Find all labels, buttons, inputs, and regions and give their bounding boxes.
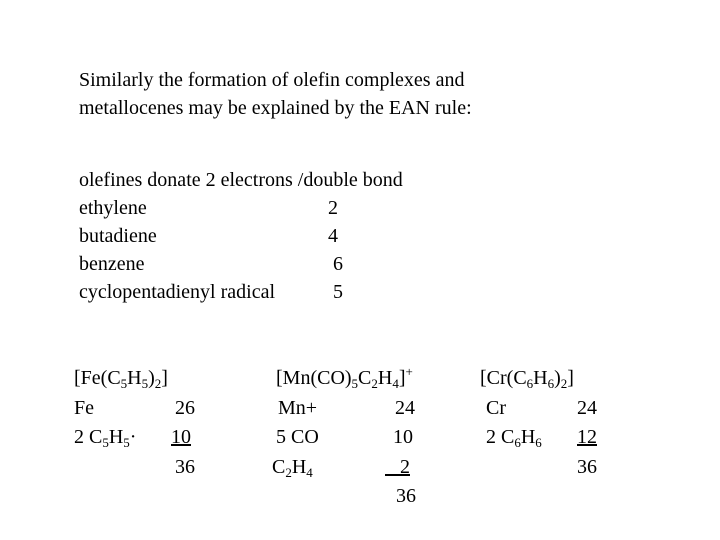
ferrocene-value: 26 [175,396,195,419]
donor-name-ethylene: ethylene [79,197,147,219]
donor-value-butadiene: 4 [328,225,338,247]
manganese-label: 5 CO [276,426,319,448]
ferrocene-total: 36 [175,455,195,478]
manganese-label: $C_2H_4$ [272,455,313,480]
chromium-row-total [480,453,610,483]
manganese-row-total [272,482,462,512]
intro-line-1: Similarly the formation of olefin complexes and [79,69,465,91]
donors-header: olefines donate 2 electrons /double bond [79,169,403,191]
chromium-row-benzene [480,423,610,453]
formula-text: $[Cr(C_6H_6)_2]$ [480,367,574,391]
chromium-value: 24 [577,396,597,419]
chromium-label: Cr [486,396,506,419]
ferrocene-column [74,364,234,482]
manganese-row-mn [272,394,462,424]
ferrocene-label: Fe [74,396,94,419]
ferrocene-row-total [74,453,234,483]
intro-line-2: metallocenes may be explained by the EAN rule: [79,97,472,119]
manganese-row-co [272,423,462,453]
ferrocene-formula [74,364,234,394]
chromium-total: 36 [577,455,597,478]
manganese-total: 36 [396,485,416,507]
manganese-column [272,364,462,512]
donor-name-cyclopentadienyl: cyclopentadienyl radical [79,281,276,303]
donor-value-benzene: 6 [333,253,343,275]
manganese-value-num: 2 [400,455,410,478]
chromium-label: 2 $C_6H_6$ [486,426,542,450]
ferrocene-label: 2 $C_5H_5\cdot$ [74,426,137,450]
formula-text: $[Fe(C_5H_5)_2]$ [74,367,168,391]
intro-paragraph [79,66,639,122]
manganese-label: Mn+ [278,396,318,419]
ferrocene-row-cp [74,423,234,453]
donor-name-benzene: benzene [79,253,145,275]
chromium-row-cr [480,394,610,424]
manganese-formula [272,364,462,394]
chromium-column [480,364,610,482]
chromium-formula [480,364,610,394]
manganese-value: 10 [393,426,413,448]
manganese-value [385,453,410,483]
ferrocene-value: 10 [171,426,191,448]
manganese-value: 24 [395,396,415,419]
chromium-value: 12 [577,426,597,448]
donor-value-ethylene: 2 [328,197,338,219]
manganese-row-ethylene [272,453,462,483]
donor-name-butadiene: butadiene [79,225,157,247]
donor-value-cyclopentadienyl: 5 [333,281,343,303]
ferrocene-row-fe [74,394,234,424]
formula-text: $[Mn(CO)_5C_2H_4]^+$ [276,364,413,391]
